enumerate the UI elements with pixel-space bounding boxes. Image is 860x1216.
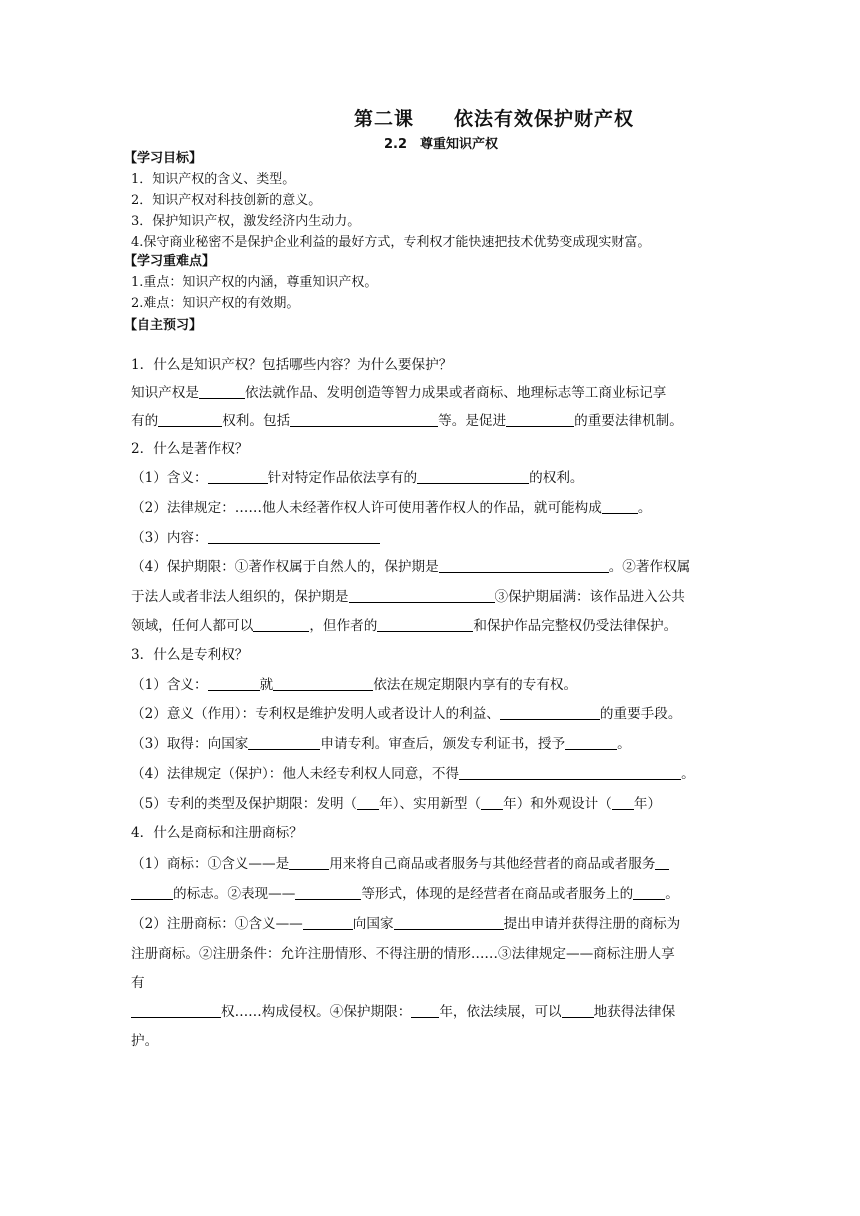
q2-line-3: （3）内容： <box>131 529 380 547</box>
key-point-item: 2.难点：知识产权的有效期。 <box>131 296 300 311</box>
blank[interactable] <box>248 736 320 750</box>
q1-line-1: 知识产权是 依法就作品、发明创造等智力成果或者商标、地理标志等工商业标记享 <box>131 385 667 401</box>
q4-line-4: 注册商标。②注册条件：允许注册情形、不得注册的情形……③法律规定——商标注册人享 <box>131 946 675 962</box>
blank[interactable] <box>199 385 245 399</box>
preview-heading: 【自主预习】 <box>124 318 203 333</box>
blank[interactable] <box>377 618 473 632</box>
objectives-heading: 【学习目标】 <box>124 151 203 166</box>
blank[interactable] <box>602 500 638 514</box>
blank[interactable] <box>289 856 329 870</box>
objective-item: 2．知识产权对科技创新的意义。 <box>131 193 322 208</box>
blank[interactable] <box>208 530 380 544</box>
blank[interactable] <box>459 766 681 780</box>
q1-line-2: 有的 权利。包括 等。是促进 的重要法律机制。 <box>131 413 683 429</box>
blank[interactable] <box>562 1004 594 1018</box>
blank[interactable] <box>506 413 574 427</box>
blank[interactable] <box>158 413 222 427</box>
blank[interactable] <box>417 470 529 484</box>
blank[interactable] <box>357 796 379 810</box>
blank[interactable] <box>208 470 268 484</box>
key-point-item: 1.重点：知识产权的内涵，尊重知识产权。 <box>131 275 378 290</box>
blank[interactable] <box>612 796 634 810</box>
blank[interactable] <box>633 886 665 900</box>
blank[interactable] <box>500 706 600 720</box>
q3-line-4: （4）法律规定（保护）：他人未经专利权人同意，不得 。 <box>131 766 695 782</box>
question-1: 1．什么是知识产权？包括哪些内容？为什么要保护？ <box>131 357 453 373</box>
blank[interactable] <box>481 796 503 810</box>
blank[interactable] <box>295 886 361 900</box>
blank[interactable] <box>411 1004 439 1018</box>
blank[interactable] <box>394 916 504 930</box>
question-4: 4．什么是商标和注册商标？ <box>131 825 303 841</box>
blank[interactable] <box>273 677 373 691</box>
question-3: 3．什么是专利权？ <box>131 647 249 663</box>
objective-item: 4.保守商业秘密不是保护企业利益的最好方式，专利权才能快速把技术优势变成现实财富。 <box>131 235 651 250</box>
q2-line-1: （1）含义： 针对特定作品依法享有的 的权利。 <box>131 470 584 486</box>
q2-line-6: 领域，任何人都可以 ，但作者的 和保护作品完整权仍受法律保护。 <box>131 618 678 634</box>
q3-line-2: （2）意义（作用）：专利权是维护发明人或者设计人的利益、 的重要手段。 <box>131 706 682 722</box>
q4-line-2: 的标志。②表现—— 等形式，体现的是经营者在商品或者服务上的 。 <box>131 885 679 903</box>
objective-item: 1．知识产权的含义、类型。 <box>131 172 296 187</box>
q2-line-5: 于法人或者非法人组织的，保护期是 ③保护期届满：该作品进入公共 <box>131 589 685 605</box>
q2-line-2: （2）法律规定：……他人未经著作权人许可使用著作权人的作品，就可能构成 。 <box>131 500 652 516</box>
q4-line-7: 护。 <box>131 1033 159 1049</box>
blank[interactable] <box>131 1004 221 1018</box>
objective-item: 3．保护知识产权，激发经济内生动力。 <box>131 214 361 229</box>
q3-line-1: （1）含义： 就 依法在规定期限内享有的专有权。 <box>131 677 578 693</box>
q4-line-5: 有 <box>131 975 145 991</box>
blank[interactable] <box>253 618 309 632</box>
q3-line-5: （5）专利的类型及保护期限：发明（ 年）、实用新型（ 年）和外观设计（ 年） <box>131 796 662 812</box>
page-title: 第二课 依法有效保护财产权 <box>354 108 635 130</box>
q3-line-3: （3）取得：向国家 申请专利。审查后，颁发专利证书，授予 。 <box>131 736 631 752</box>
blank[interactable] <box>131 886 173 900</box>
question-2: 2．什么是著作权？ <box>131 441 249 457</box>
blank[interactable] <box>349 589 495 603</box>
q2-line-4: （4）保护期限：①著作权属于自然人的，保护期是 。②著作权属 <box>131 559 691 575</box>
key-points-heading: 【学习重难点】 <box>124 254 216 269</box>
blank[interactable] <box>208 677 260 691</box>
blank[interactable] <box>290 413 438 427</box>
q4-line-3: （2）注册商标：①含义—— 向国家 提出申请并获得注册的商标为 <box>131 916 681 932</box>
q4-line-6: 权……构成侵权。④保护期限： 年，依法续展，可以 地获得法律保 <box>131 1003 675 1021</box>
blank[interactable] <box>439 559 609 573</box>
q4-line-1: （1）商标：①含义——是 用来将自己商品或者服务与其他经营者的商品或者服务 <box>131 855 669 873</box>
blank[interactable] <box>655 856 669 870</box>
blank[interactable] <box>303 916 353 930</box>
page-subtitle: 2.2 尊重知识产权 <box>384 137 499 152</box>
blank[interactable] <box>565 736 617 750</box>
